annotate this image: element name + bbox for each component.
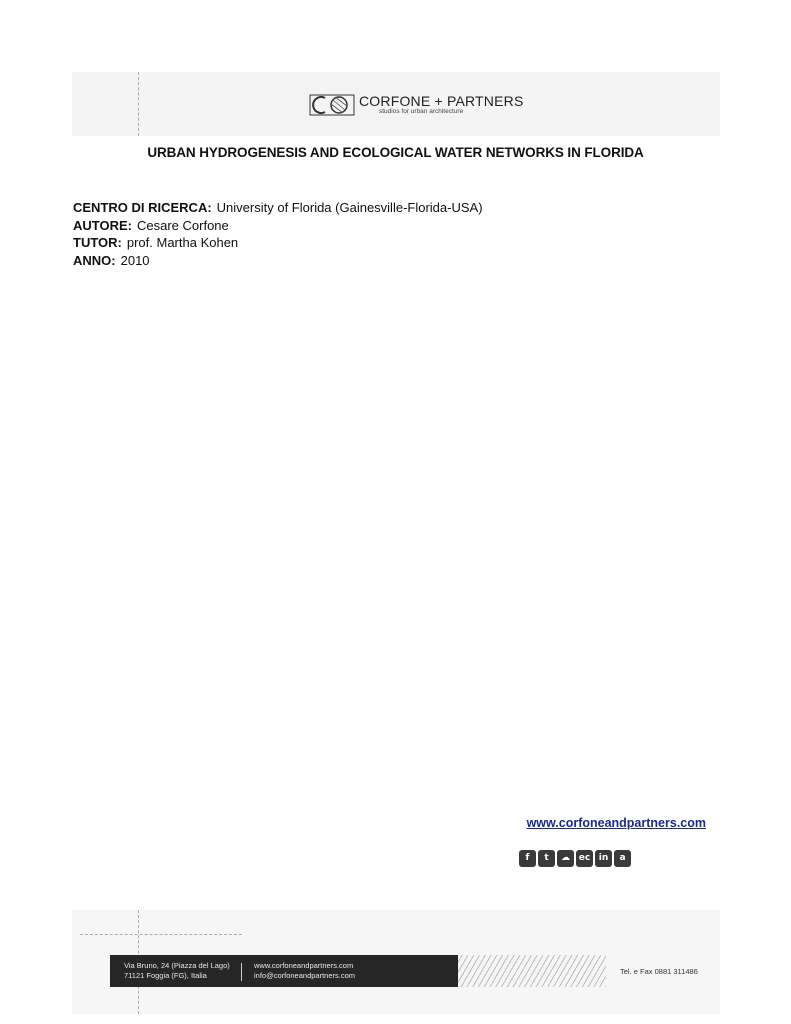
footer-web-contacts <box>254 961 355 981</box>
meta-value: Cesare Corfone <box>136 217 229 233</box>
facebook-icon[interactable]: f <box>519 850 536 867</box>
logo-name: CORFONE + PARTNERS <box>359 93 524 109</box>
ec-icon[interactable]: ec <box>576 850 593 867</box>
meta-key: TUTOR: <box>73 235 122 250</box>
meta-row-author <box>73 217 483 235</box>
website-link[interactable]: www.corfoneandpartners.com <box>526 816 706 830</box>
meta-value: University of Florida (Gainesville-Florida-USA) <box>216 200 483 215</box>
company-logo <box>309 94 524 118</box>
a-icon[interactable]: a <box>614 850 631 867</box>
meta-key: AUTORE: <box>73 217 132 233</box>
metadata-block <box>73 199 483 269</box>
footer-telephone: Tel. e Fax 0881 311486 <box>620 967 698 976</box>
footer-address <box>124 961 230 981</box>
meta-value: prof. Martha Kohen <box>126 235 239 250</box>
footer-divider <box>241 963 242 981</box>
logo-mark-icon <box>309 94 355 116</box>
footer-contact-bar <box>110 955 458 987</box>
document-title: URBAN HYDROGENESIS AND ECOLOGICAL WATER NETWORKS IN FLORIDA <box>147 145 644 160</box>
meta-row-research-center <box>73 199 483 217</box>
linkedin-icon[interactable]: in <box>595 850 612 867</box>
meta-key: ANNO: <box>73 252 116 268</box>
footer-website[interactable]: www.corfoneandpartners.com <box>254 961 354 970</box>
social-icons <box>519 850 631 867</box>
footer-address-line: 71121 Foggia (FG), Italia <box>124 971 207 980</box>
meta-value: 2010 <box>120 252 150 268</box>
meta-key: CENTRO DI RICERCA: <box>73 200 212 215</box>
logo-tagline: studios for urban architecture <box>379 108 464 115</box>
footer-email[interactable]: info@corfoneandpartners.com <box>254 971 356 980</box>
footer-hatch-pattern <box>458 955 606 987</box>
meta-row-year <box>73 252 483 270</box>
header-guide-line <box>138 72 139 136</box>
twitter-icon[interactable]: t <box>538 850 555 867</box>
footer-guide-line-horizontal <box>80 934 242 935</box>
footer-address-line: Via Bruno, 24 (Piazza del Lago) <box>124 961 230 970</box>
blog-icon[interactable]: ☁ <box>557 850 574 867</box>
meta-row-tutor <box>73 234 483 252</box>
